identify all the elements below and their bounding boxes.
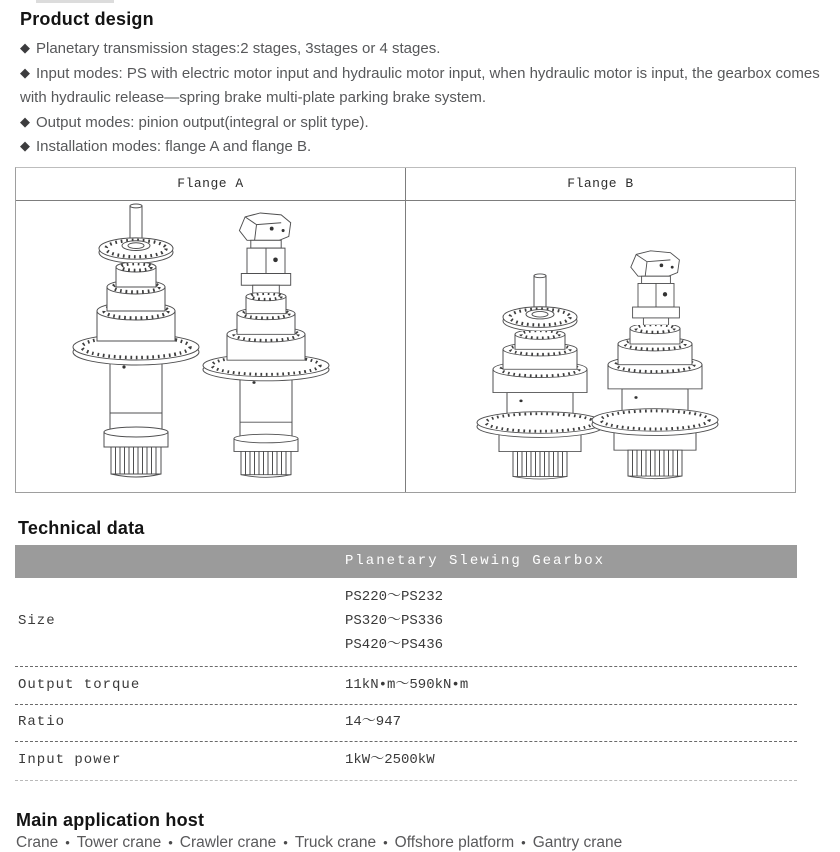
technical-data-table [15,545,797,781]
gearbox-drawing-electric-input [477,329,603,479]
application-item: Tower crane [76,833,162,851]
product-design-section [0,0,840,160]
row-values [345,673,797,697]
figure-header [16,168,795,201]
application-item: Offshore platform [394,833,515,851]
table-header-title: Planetary Slewing Gearbox [345,553,606,569]
application-item: Gantry crane [532,833,623,851]
hydraulic-motor-drawing [239,212,290,292]
electric-input-shaft-drawing [99,203,173,262]
flange-a-panel [16,201,406,492]
row-value: 11kN•m～590kN•m [345,676,469,693]
technical-data-title: Technical data [18,517,145,538]
table-header-row [15,545,797,578]
row-value: PS320～PS336 [345,612,444,629]
application-list [16,834,840,852]
bullet-text: Installation modes: flange A and flange B. [36,138,312,155]
application-item: Crawler crane [179,833,277,851]
dot-separator: • [283,834,288,850]
diamond-bullet-icon: ◆ [20,64,30,80]
flange-a-drawing [16,201,405,492]
bullet-item [20,111,822,136]
table-row [15,705,797,742]
figure-body [16,201,795,492]
row-value: 14～947 [345,713,402,730]
diamond-bullet-icon: ◆ [20,40,30,55]
application-section [16,810,840,852]
flange-b-drawing [406,201,795,492]
hydraulic-motor-drawing [631,250,680,324]
row-label: Size [18,612,56,629]
diamond-bullet-icon: ◆ [20,138,30,153]
row-value: PS420～PS436 [345,636,444,653]
bullet-item [20,135,822,160]
row-value: 1kW～2500kW [345,751,435,768]
dot-separator: • [521,834,526,850]
row-label: Output torque [18,676,141,693]
flange-a-label: Flange A [16,168,406,200]
dot-separator: • [168,834,173,850]
gearbox-drawing-electric-input [73,262,199,477]
flange-b-label: Flange B [567,176,634,191]
electric-input-shaft-drawing [503,273,577,330]
dot-separator: • [65,834,70,850]
application-title: Main application host [16,809,205,830]
row-value: PS220～PS232 [345,588,444,605]
row-values [345,748,797,772]
gearbox-drawing-hydraulic-input [203,292,329,477]
technical-data-section [15,518,840,781]
row-label: Ratio [18,713,66,730]
bullet-item [20,62,822,111]
flange-figure [15,167,796,493]
bullet-text: Input modes: PS with electric motor input and hydraulic motor input, when hydraulic motor is input, the gearbox comes with hydraulic release—spring brake multi-plate parking brake system. [20,64,820,106]
bullet-text: Output modes: pinion output(integral or split type). [36,113,369,131]
gearbox-drawing-hydraulic-input [592,323,718,478]
table-row [15,578,797,667]
bullet-text: Planetary transmission stages:2 stages, 3stages or 4 stages. [36,40,441,57]
diamond-bullet-icon: ◆ [20,113,30,129]
product-design-title: Product design [20,9,154,29]
application-item: Crane [16,833,59,851]
row-values [345,710,797,734]
table-row [15,667,797,705]
application-item: Truck crane [294,833,377,851]
bullet-item [20,37,822,62]
flange-b-panel [406,201,795,492]
table-row [15,742,797,781]
row-label: Input power [18,751,122,768]
dot-separator: • [383,834,388,850]
cropped-content-artifact [36,0,114,3]
row-values [345,585,797,657]
